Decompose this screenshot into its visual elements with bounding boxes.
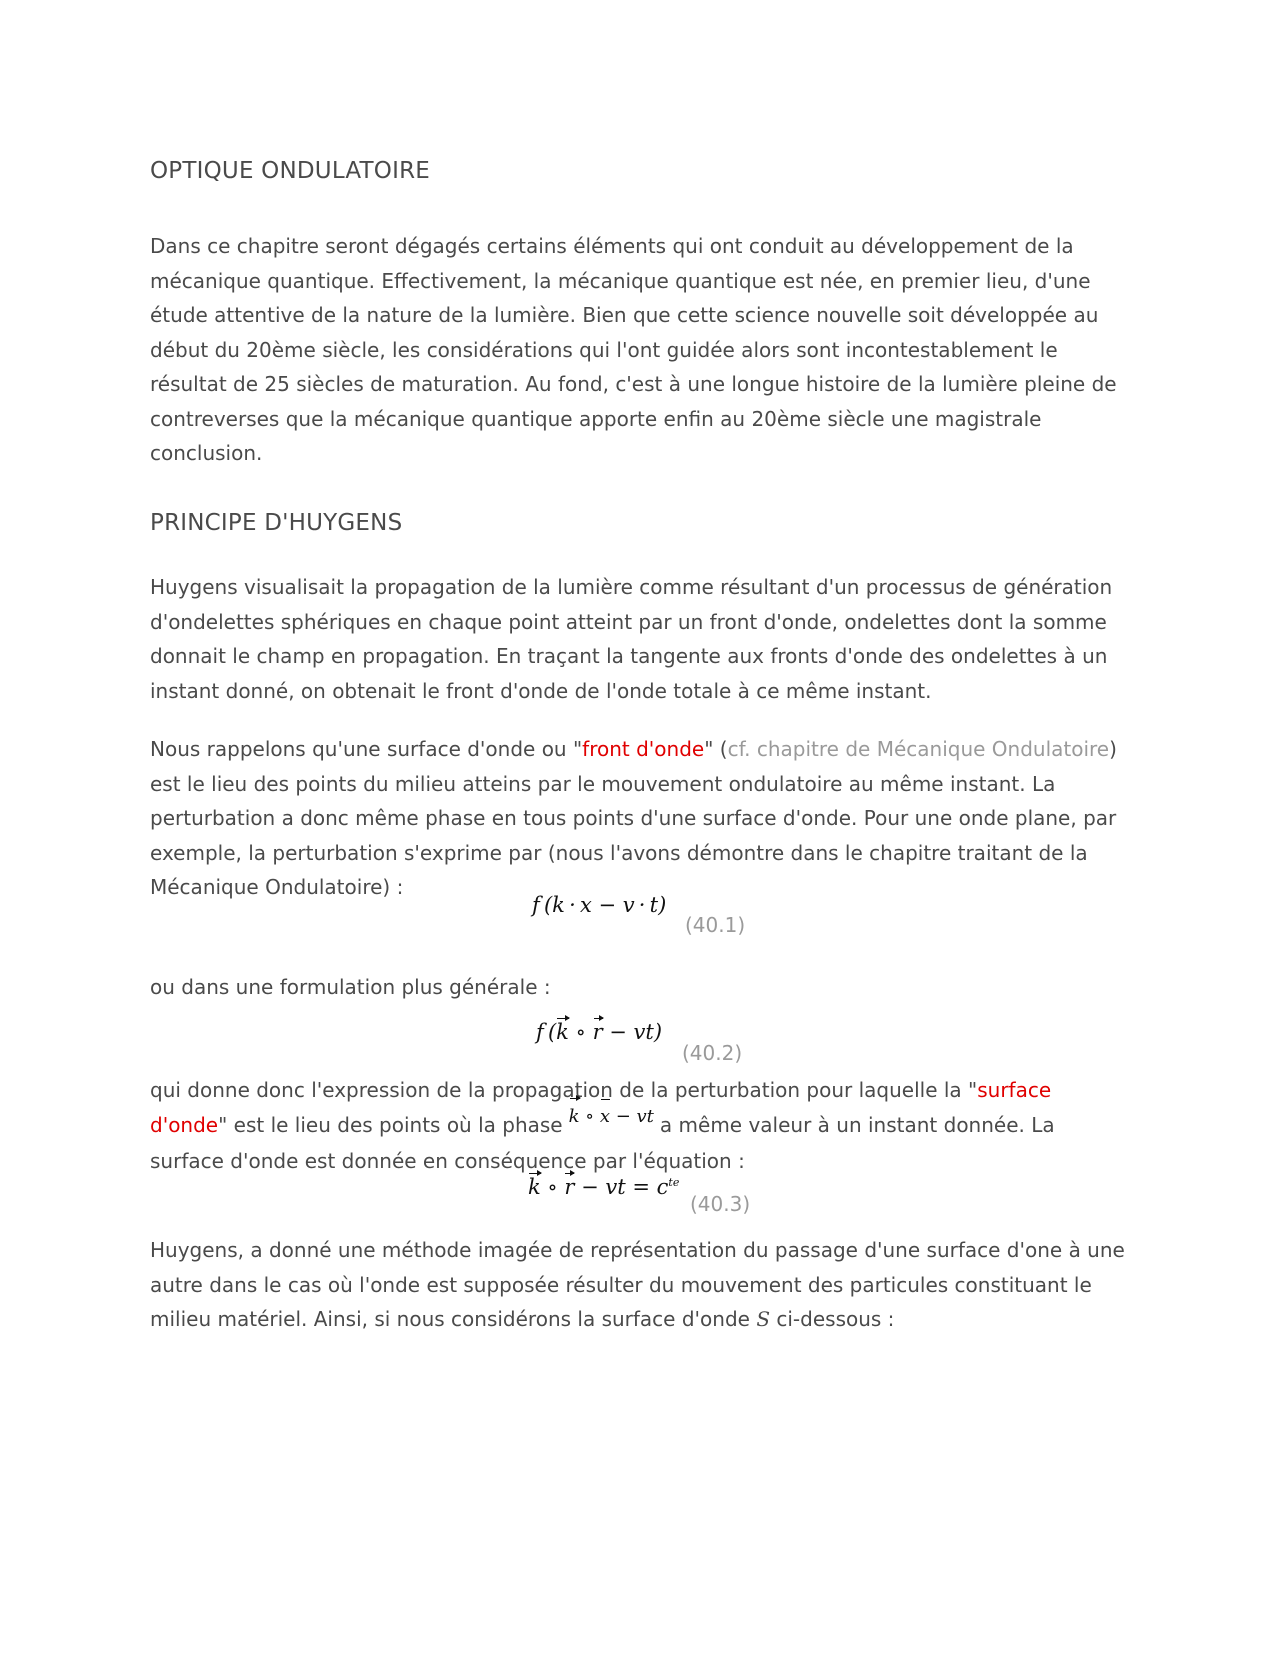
conclusion-text-after: ci-dessous : [776,1307,895,1331]
rappel-text-before: Nous rappelons qu'une surface d'onde ou " [150,737,583,761]
equation-40-2-number: (40.2) [682,1041,743,1065]
phase-paragraph [150,1073,1130,1179]
equation-40-3-number: (40.3) [690,1192,751,1216]
surface-d-onde-link[interactable]: surface d'onde [150,1078,1052,1137]
phase-text-after: a même valeur à un instant donnée. La surface d'onde est donnée en conséquence par l'équation : [150,1112,1055,1173]
equation-40-3: k ∘ r − vt = $c^{te}$ [528,1175,680,1199]
rappel-text-after: ) est le lieu des points du milieu atteins par le mouvement ondulatoire au même instant. La perturbation a donc même phase en tous points d'une surface d'onde. Pour une onde plane, par exemple, la perturbation s'exprime par (nous l'avons démontre dans le chapitre traitant de la Mécanique Ondulatoire) : [150,737,1117,899]
front-d-onde-link[interactable]: front d'onde [582,737,705,761]
phase-inline-formula: k ∘ x − vt [569,1100,654,1135]
conclusion-text-before: Huygens, a donné une méthode imagée de représentation du passage d'une surface d'one à une autre dans le cas où l'onde est supposée résulter du mouvement des particules constituant le milieu matériel. Ainsi, si nous considérons la surface d'onde [150,1238,1125,1331]
section-heading-huygens: PRINCIPE D'HUYGENS [150,510,403,536]
equation-40-2: f (k ∘ r − vt) [536,1020,663,1044]
rappel-paragraph [150,732,1130,905]
phase-text-before: qui donne donc l'expression de la propagation de la perturbation pour laquelle la " [150,1078,978,1102]
rappel-text-middle: " ( [704,737,728,761]
equation-40-1-number: (40.1) [685,913,746,937]
huygens-paragraph: Huygens visualisait la propagation de la lumière comme résultant d'un processus de génération d'ondelettes sphériques en chaque point atteint par un front d'onde, ondelettes dont la somme donnait le champ en propagation. En traçant la tangente aux fronts d'onde des ondelettes à un instant donné, on obtenait le front d'onde de l'onde totale à ce même instant. [150,575,1113,703]
surface-symbol-s: S [756,1307,771,1331]
equation-40-1: f (k · x − v · t) [532,893,667,917]
intro-paragraph: Dans ce chapitre seront dégagés certains éléments qui ont conduit au développement de la mécanique quantique. Effectivement, la mécanique quantique est née, en premier lieu, d'une étude attentive de la nature de la lumière. Bien que cette science nouvelle soit développée au début du 20ème siècle, les considérations qui l'ont guidée alors sont incontestablement le résultat de 25 siècles de maturation. Au fond, c'est à une longue histoire de la lumière pleine de contreverses que la mécanique quantique apporte enfin au 20ème siècle une magistrale conclusion. [150,234,1117,465]
phase-text-middle: " est le lieu des points où la phase [218,1112,563,1137]
general-formulation-text: ou dans une formulation plus générale : [150,975,551,999]
conclusion-paragraph [150,1233,1130,1337]
page-title: OPTIQUE ONDULATOIRE [150,158,430,184]
mecanique-ondulatoire-link[interactable]: cf. chapitre de Mécanique Ondulatoire [727,737,1110,761]
